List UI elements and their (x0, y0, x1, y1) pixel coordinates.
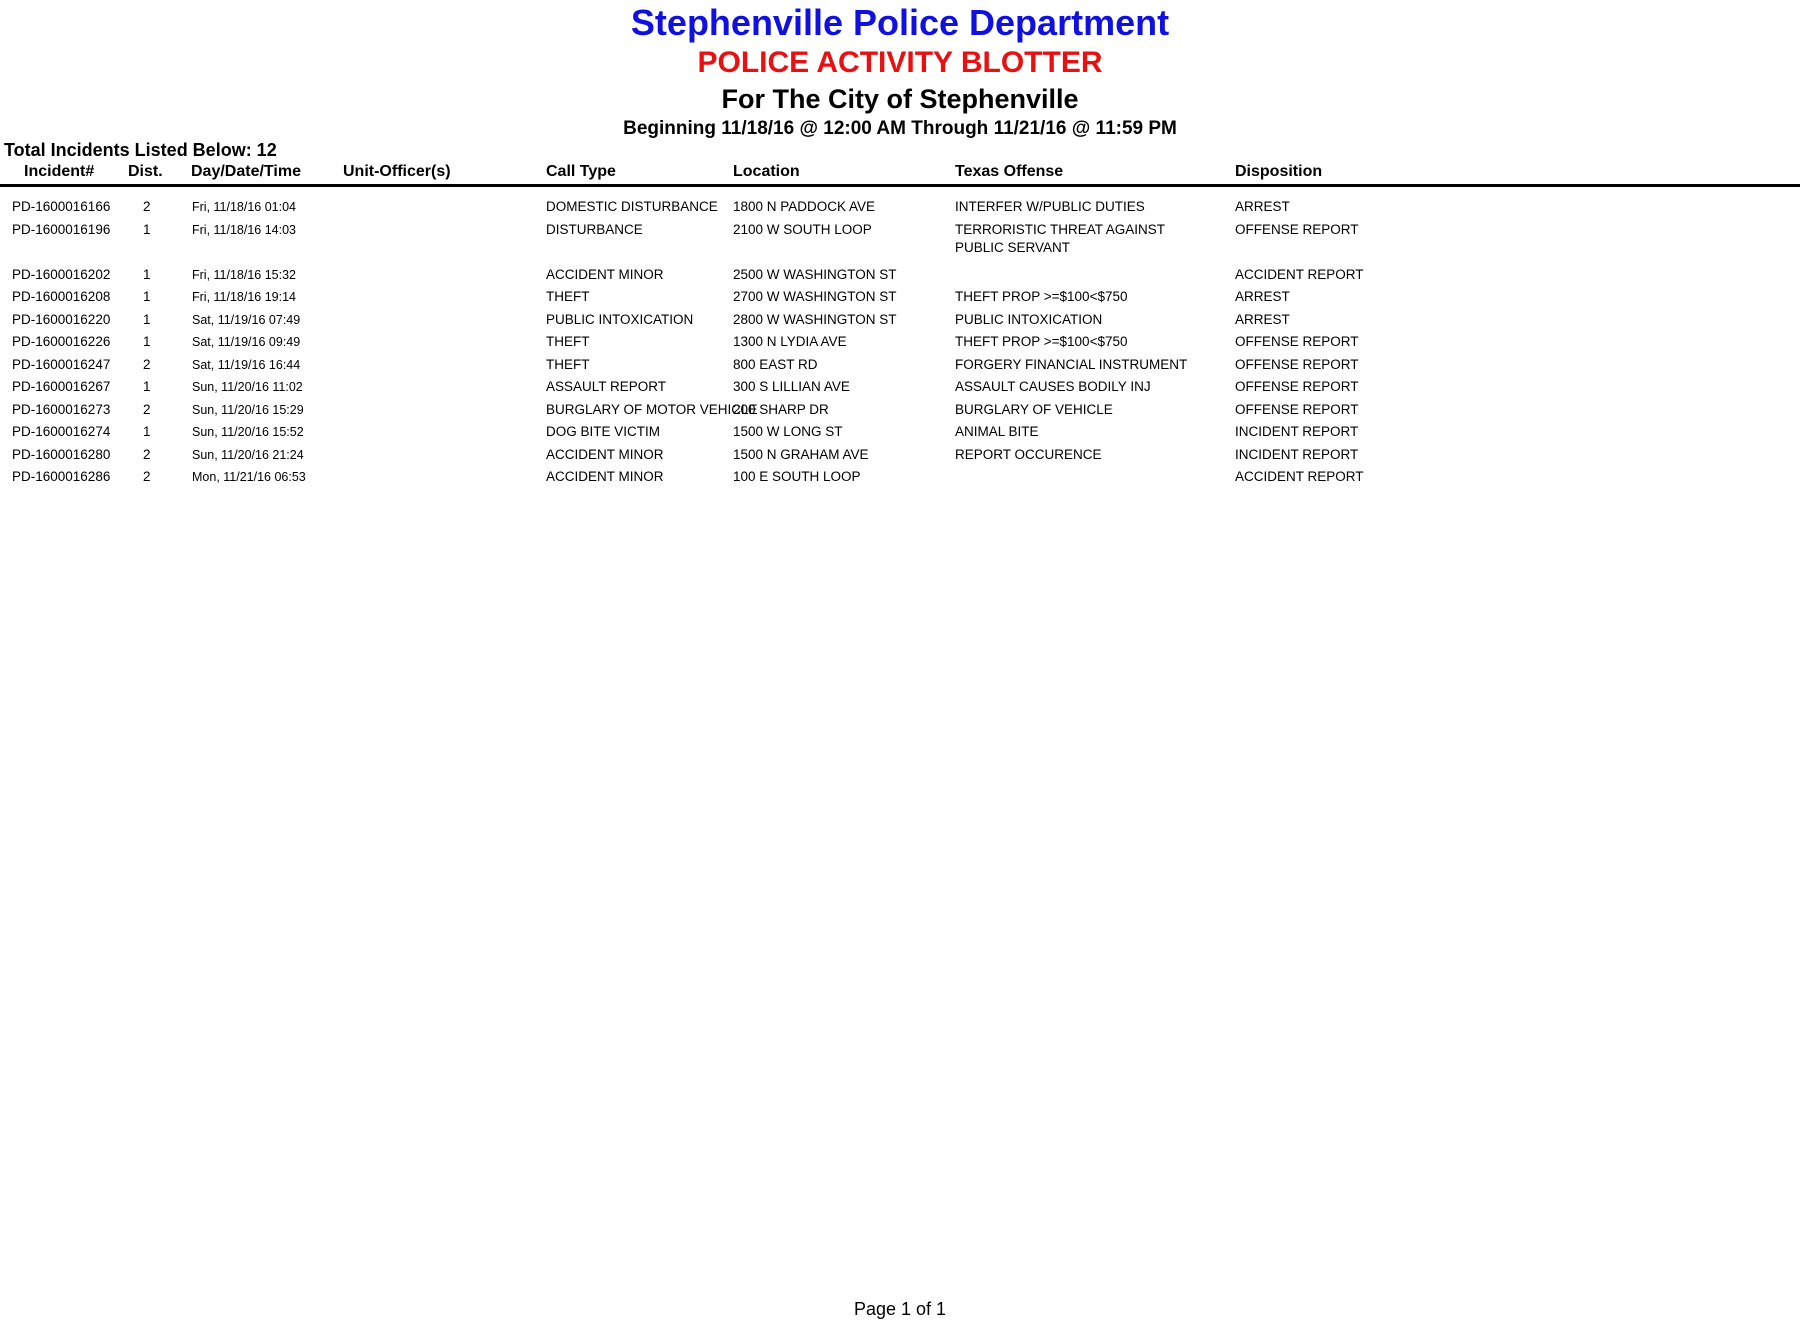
city-subtitle: For The City of Stephenville (721, 84, 1079, 114)
cell-district: 1 (143, 222, 151, 237)
cell-location: 2500 W WASHINGTON ST (733, 267, 897, 282)
cell-call-type: PUBLIC INTOXICATION (546, 312, 694, 327)
cell-datetime: Fri, 11/18/16 15:32 (192, 268, 297, 282)
cell-district: 2 (143, 199, 151, 214)
cell-location: 2100 W SOUTH LOOP (733, 222, 872, 237)
cell-incident: PD-1600016202 (12, 267, 111, 282)
cell-disposition: OFFENSE REPORT (1235, 334, 1359, 349)
cell-district: 1 (143, 379, 151, 394)
cell-disposition: OFFENSE REPORT (1235, 357, 1359, 372)
cell-district: 1 (143, 312, 151, 327)
page-number: Page 1 of 1 (853, 1299, 947, 1319)
cell-location: 1500 N GRAHAM AVE (733, 447, 869, 462)
cell-district: 2 (143, 469, 151, 484)
cell-district: 1 (143, 334, 151, 349)
cell-disposition: ACCIDENT REPORT (1235, 469, 1364, 484)
department-title: Stephenville Police Department (630, 2, 1170, 43)
cell-location: 200 SHARP DR (733, 402, 829, 417)
cell-call-type: BURGLARY OF MOTOR VEHICLE (546, 402, 758, 417)
cell-incident: PD-1600016226 (12, 334, 111, 349)
column-header-disposition: Disposition (1235, 163, 1323, 180)
cell-location: 100 E SOUTH LOOP (733, 469, 861, 484)
cell-datetime: Sun, 11/20/16 21:24 (192, 448, 304, 462)
cell-call-type: ASSAULT REPORT (546, 379, 667, 394)
cell-datetime: Fri, 11/18/16 01:04 (192, 200, 297, 214)
cell-datetime: Sat, 11/19/16 09:49 (192, 335, 301, 349)
cell-location: 1500 W LONG ST (733, 424, 843, 439)
cell-incident: PD-1600016267 (12, 379, 111, 394)
cell-disposition: INCIDENT REPORT (1235, 447, 1359, 462)
column-header-incident: Incident# (24, 163, 95, 180)
header-rule (0, 184, 1800, 187)
cell-offense: INTERFER W/PUBLIC DUTIES (955, 199, 1145, 214)
cell-datetime: Mon, 11/21/16 06:53 (192, 470, 306, 484)
cell-incident: PD-1600016208 (12, 289, 111, 304)
cell-incident: PD-1600016220 (12, 312, 111, 327)
cell-datetime: Sat, 11/19/16 16:44 (192, 358, 301, 372)
cell-district: 1 (143, 267, 151, 282)
cell-disposition: ARREST (1235, 199, 1290, 214)
cell-datetime: Sun, 11/20/16 15:29 (192, 403, 304, 417)
column-header-location: Location (733, 163, 800, 180)
column-header-district: Dist. (128, 163, 163, 180)
cell-location: 800 EAST RD (733, 357, 818, 372)
cell-offense: ASSAULT CAUSES BODILY INJ (955, 379, 1151, 394)
cell-datetime: Fri, 11/18/16 14:03 (192, 223, 297, 237)
cell-incident: PD-1600016274 (12, 424, 111, 439)
cell-offense: FORGERY FINANCIAL INSTRUMENT (955, 357, 1188, 372)
cell-call-type: ACCIDENT MINOR (546, 447, 664, 462)
cell-location: 2700 W WASHINGTON ST (733, 289, 897, 304)
cell-datetime: Sat, 11/19/16 07:49 (192, 313, 301, 327)
cell-district: 1 (143, 424, 151, 439)
column-header-datetime: Day/Date/Time (191, 163, 301, 180)
cell-disposition: ARREST (1235, 289, 1290, 304)
cell-district: 2 (143, 402, 151, 417)
cell-call-type: THEFT (546, 357, 590, 372)
cell-district: 2 (143, 447, 151, 462)
cell-incident: PD-1600016166 (12, 199, 111, 214)
cell-incident: PD-1600016247 (12, 357, 111, 372)
cell-location: 2800 W WASHINGTON ST (733, 312, 897, 327)
total-incidents: Total Incidents Listed Below: 12 (4, 140, 277, 160)
cell-disposition: OFFENSE REPORT (1235, 402, 1359, 417)
cell-offense: REPORT OCCURENCE (955, 447, 1102, 462)
report-period: Beginning 11/18/16 @ 12:00 AM Through 11/21/16 @ 11:59 PM (623, 118, 1177, 139)
column-header-call-type: Call Type (546, 163, 616, 180)
cell-district: 1 (143, 289, 151, 304)
report-title: POLICE ACTIVITY BLOTTER (697, 46, 1103, 79)
cell-disposition: OFFENSE REPORT (1235, 379, 1359, 394)
cell-disposition: INCIDENT REPORT (1235, 424, 1359, 439)
cell-call-type: DOG BITE VICTIM (546, 424, 661, 439)
cell-offense: THEFT PROP >=$100<$750 (955, 334, 1128, 349)
cell-call-type: ACCIDENT MINOR (546, 267, 664, 282)
cell-datetime: Sun, 11/20/16 11:02 (192, 380, 303, 394)
cell-offense: THEFT PROP >=$100<$750 (955, 289, 1128, 304)
cell-incident: PD-1600016286 (12, 469, 111, 484)
cell-disposition: ARREST (1235, 312, 1290, 327)
cell-call-type: DOMESTIC DISTURBANCE (546, 199, 718, 214)
cell-call-type: THEFT (546, 289, 590, 304)
cell-call-type: THEFT (546, 334, 590, 349)
cell-call-type: DISTURBANCE (546, 222, 643, 237)
cell-district: 2 (143, 357, 151, 372)
cell-disposition: ACCIDENT REPORT (1235, 267, 1364, 282)
cell-location: 1300 N LYDIA AVE (733, 334, 847, 349)
cell-incident: PD-1600016280 (12, 447, 111, 462)
cell-offense: PUBLIC INTOXICATION (955, 312, 1103, 327)
cell-incident: PD-1600016196 (12, 222, 111, 237)
cell-datetime: Sun, 11/20/16 15:52 (192, 425, 304, 439)
cell-incident: PD-1600016273 (12, 402, 111, 417)
cell-disposition: OFFENSE REPORT (1235, 222, 1359, 237)
cell-offense: TERRORISTIC THREAT AGAINST PUBLIC SERVANT (955, 222, 1165, 255)
cell-location: 1800 N PADDOCK AVE (733, 199, 876, 214)
cell-call-type: ACCIDENT MINOR (546, 469, 664, 484)
column-header-officers: Unit-Officer(s) (343, 163, 451, 180)
cell-offense: ANIMAL BITE (955, 424, 1039, 439)
cell-datetime: Fri, 11/18/16 19:14 (192, 290, 297, 304)
column-header-offense: Texas Offense (955, 163, 1064, 180)
cell-offense: BURGLARY OF VEHICLE (955, 402, 1113, 417)
cell-location: 300 S LILLIAN AVE (733, 379, 850, 394)
